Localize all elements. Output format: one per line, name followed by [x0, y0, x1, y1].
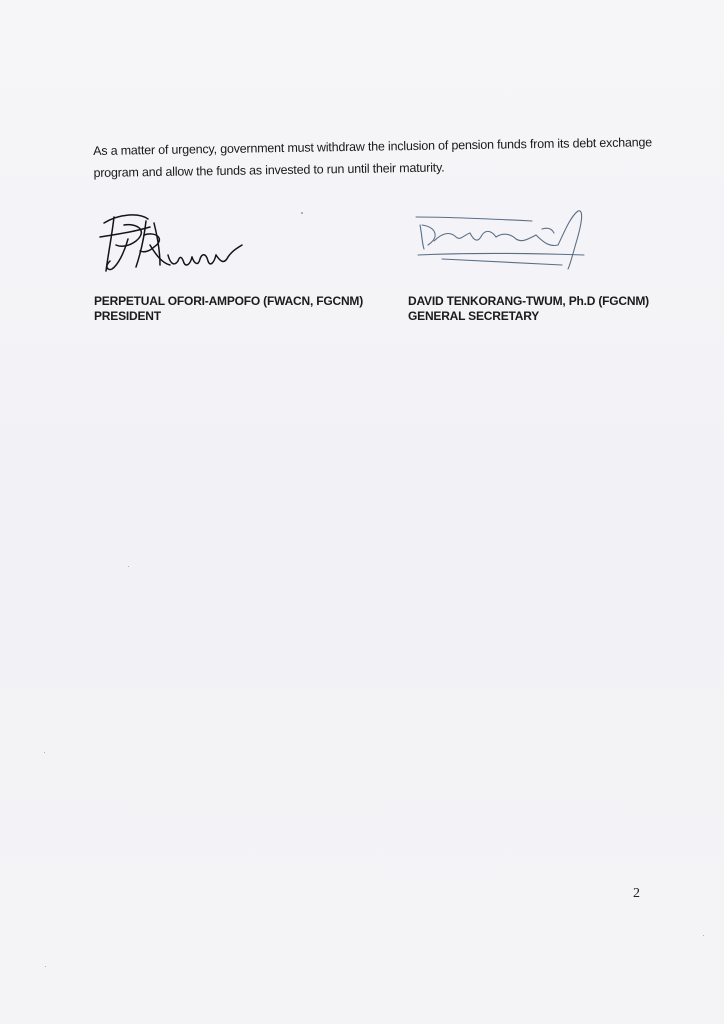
scan-speck: [703, 935, 704, 936]
president-signature: [90, 205, 260, 280]
general-secretary-title: GENERAL SECRETARY: [408, 309, 540, 323]
scan-speck: [45, 966, 46, 967]
scan-speck: [301, 212, 303, 214]
body-paragraph: [93, 131, 654, 184]
signatory-president: [94, 294, 363, 324]
page-number: 2: [633, 886, 640, 901]
general-secretary-name: DAVID TENKORANG-TWUM, Ph.D (FGCNM): [408, 294, 649, 308]
scan-speck: [128, 566, 129, 567]
body-line-2: program and allow the funds as invested to run until their maturity.: [93, 160, 445, 180]
signatory-general-secretary: [408, 294, 649, 324]
president-title: PRESIDENT: [94, 309, 161, 323]
scan-speck: [44, 752, 45, 753]
president-name: PERPETUAL OFORI-AMPOFO (FWACN, FGCNM): [94, 294, 364, 308]
body-line-1: As a matter of urgency, government must withdraw the inclusion of pension funds from its debt exchange: [93, 135, 653, 158]
general-secretary-signature: [412, 203, 592, 273]
